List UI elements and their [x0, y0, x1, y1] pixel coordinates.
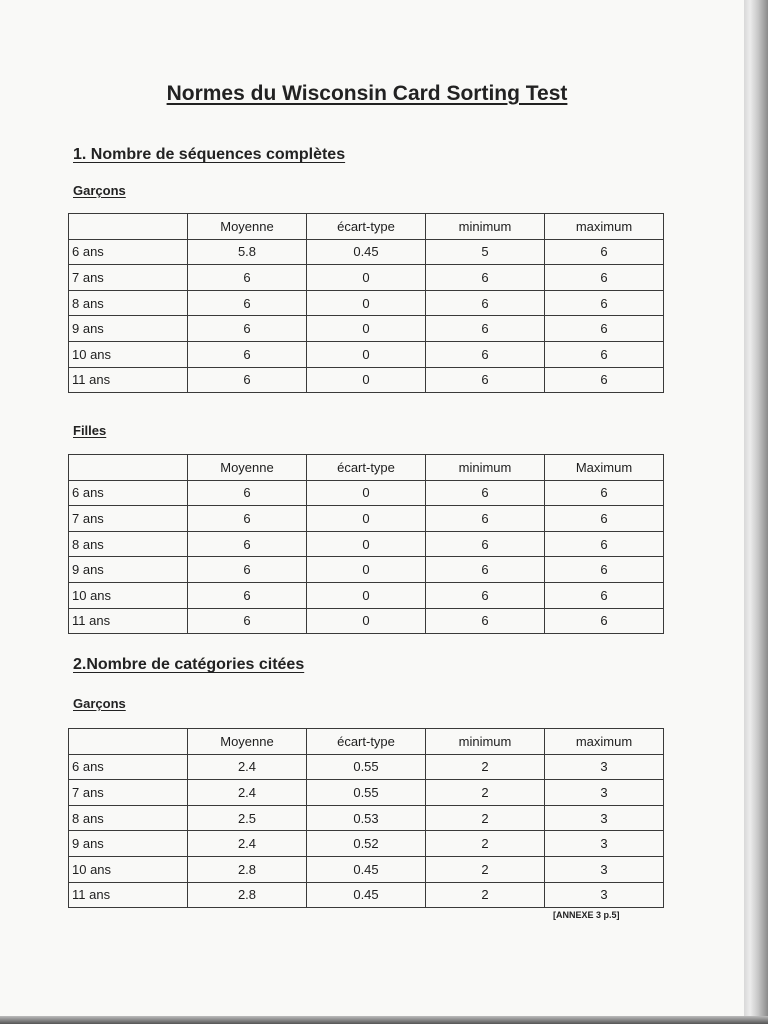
table-cell: 6	[188, 582, 307, 608]
table-cell: 6	[426, 582, 545, 608]
table-cell: 3	[545, 805, 664, 831]
table-header-row	[69, 455, 664, 481]
table-cell: 3	[545, 856, 664, 882]
table-cell: 0.45	[307, 856, 426, 882]
column-header: Moyenne	[188, 214, 307, 240]
column-header: Moyenne	[188, 729, 307, 755]
table-row	[69, 856, 664, 882]
table-cell: 0.53	[307, 805, 426, 831]
table-cell: 6	[188, 608, 307, 634]
column-header: Maximum	[545, 455, 664, 481]
table-cell: 3	[545, 882, 664, 908]
table-row	[69, 506, 664, 532]
table-cell: 6	[426, 290, 545, 316]
table-row	[69, 608, 664, 634]
table-cell: 6	[426, 506, 545, 532]
table-cell: 2	[426, 882, 545, 908]
row-label: 8 ans	[69, 531, 188, 557]
table-row	[69, 265, 664, 291]
table-cell: 0.55	[307, 754, 426, 780]
table-cell: 6	[188, 265, 307, 291]
table-cell: 0	[307, 316, 426, 342]
section-1-title: 1. Nombre de séquences complètes	[73, 146, 346, 163]
row-label: 6 ans	[69, 239, 188, 265]
table-cell: 6	[545, 557, 664, 583]
column-header	[69, 729, 188, 755]
table-cell: 6	[426, 265, 545, 291]
row-label: 11 ans	[69, 882, 188, 908]
table-cell: 6	[545, 341, 664, 367]
table-cell: 6	[545, 531, 664, 557]
table-cell: 6	[545, 265, 664, 291]
column-header: écart-type	[307, 729, 426, 755]
table-cell: 6	[188, 480, 307, 506]
table-row	[69, 480, 664, 506]
table-cell: 6	[545, 316, 664, 342]
column-header	[69, 455, 188, 481]
section-2-title: 2.Nombre de catégories citées	[73, 656, 305, 673]
row-label: 7 ans	[69, 780, 188, 806]
row-label: 9 ans	[69, 831, 188, 857]
table-cell: 2.8	[188, 882, 307, 908]
table-cell: 6	[545, 582, 664, 608]
table-cell: 2	[426, 856, 545, 882]
column-header: Moyenne	[188, 455, 307, 481]
annexe-label: [ANNEXE 3 p.5]	[553, 910, 620, 920]
table-row	[69, 754, 664, 780]
table-cell: 2.4	[188, 780, 307, 806]
table-cell: 6	[426, 341, 545, 367]
row-label: 11 ans	[69, 608, 188, 634]
table-cell: 6	[545, 480, 664, 506]
row-label: 6 ans	[69, 754, 188, 780]
table-s1-garcons	[68, 213, 664, 393]
table-cell: 6	[188, 367, 307, 393]
table-cell: 6	[188, 557, 307, 583]
table-row	[69, 316, 664, 342]
table-row	[69, 341, 664, 367]
table-s1-filles	[68, 454, 664, 634]
table-cell: 0	[307, 608, 426, 634]
page-bottom-edge	[0, 1016, 768, 1024]
table-cell: 2	[426, 780, 545, 806]
column-header: minimum	[426, 214, 545, 240]
table-cell: 0.52	[307, 831, 426, 857]
table-cell: 2	[426, 831, 545, 857]
table-s2-garcons	[68, 728, 664, 908]
column-header: maximum	[545, 214, 664, 240]
table-cell: 6	[426, 608, 545, 634]
row-label: 9 ans	[69, 557, 188, 583]
table-cell: 6	[426, 316, 545, 342]
table-cell: 2.5	[188, 805, 307, 831]
table-cell: 2.4	[188, 831, 307, 857]
row-label: 8 ans	[69, 805, 188, 831]
table-cell: 6	[188, 506, 307, 532]
table-cell: 6	[426, 531, 545, 557]
table-header-row	[69, 729, 664, 755]
row-label: 10 ans	[69, 582, 188, 608]
row-label: 9 ans	[69, 316, 188, 342]
table-cell: 0	[307, 367, 426, 393]
table-cell: 0	[307, 531, 426, 557]
table-cell: 0	[307, 480, 426, 506]
table-cell: 6	[545, 506, 664, 532]
table-cell: 0	[307, 265, 426, 291]
table-cell: 5.8	[188, 239, 307, 265]
table-row	[69, 290, 664, 316]
table-cell: 6	[545, 290, 664, 316]
row-label: 8 ans	[69, 290, 188, 316]
table-cell: 6	[188, 341, 307, 367]
table-row	[69, 531, 664, 557]
table-cell: 0	[307, 506, 426, 532]
table-cell: 0	[307, 341, 426, 367]
page-title: Normes du Wisconsin Card Sorting Test	[166, 82, 568, 105]
row-label: 10 ans	[69, 341, 188, 367]
table-row	[69, 882, 664, 908]
row-label: 6 ans	[69, 480, 188, 506]
page-edge	[744, 0, 768, 1024]
section-2-garcons-label: Garçons	[73, 696, 126, 711]
table-cell: 6	[426, 367, 545, 393]
table-cell: 3	[545, 754, 664, 780]
table-cell: 0	[307, 557, 426, 583]
table-row	[69, 805, 664, 831]
table-cell: 6	[545, 608, 664, 634]
column-header: minimum	[426, 729, 545, 755]
column-header: maximum	[545, 729, 664, 755]
table-cell: 0.55	[307, 780, 426, 806]
table-cell: 6	[188, 316, 307, 342]
table-cell: 0.45	[307, 882, 426, 908]
table-cell: 2.4	[188, 754, 307, 780]
table-cell: 2.8	[188, 856, 307, 882]
table-cell: 2	[426, 805, 545, 831]
table-row	[69, 557, 664, 583]
row-label: 7 ans	[69, 265, 188, 291]
table-cell: 0.45	[307, 239, 426, 265]
table-cell: 6	[545, 239, 664, 265]
table-cell: 6	[426, 557, 545, 583]
column-header: minimum	[426, 455, 545, 481]
table-header-row	[69, 214, 664, 240]
row-label: 7 ans	[69, 506, 188, 532]
table-cell: 2	[426, 754, 545, 780]
table-cell: 3	[545, 831, 664, 857]
table-cell: 3	[545, 780, 664, 806]
table-cell: 5	[426, 239, 545, 265]
row-label: 10 ans	[69, 856, 188, 882]
table-row	[69, 780, 664, 806]
table-row	[69, 831, 664, 857]
table-row	[69, 239, 664, 265]
column-header: écart-type	[307, 455, 426, 481]
row-label: 11 ans	[69, 367, 188, 393]
column-header	[69, 214, 188, 240]
table-cell: 6	[188, 531, 307, 557]
table-cell: 6	[188, 290, 307, 316]
section-1-garcons-label: Garçons	[73, 183, 126, 198]
table-cell: 0	[307, 582, 426, 608]
section-1-filles-label: Filles	[73, 423, 107, 438]
table-cell: 6	[545, 367, 664, 393]
table-row	[69, 367, 664, 393]
table-row	[69, 582, 664, 608]
table-cell: 6	[426, 480, 545, 506]
column-header: écart-type	[307, 214, 426, 240]
table-cell: 0	[307, 290, 426, 316]
